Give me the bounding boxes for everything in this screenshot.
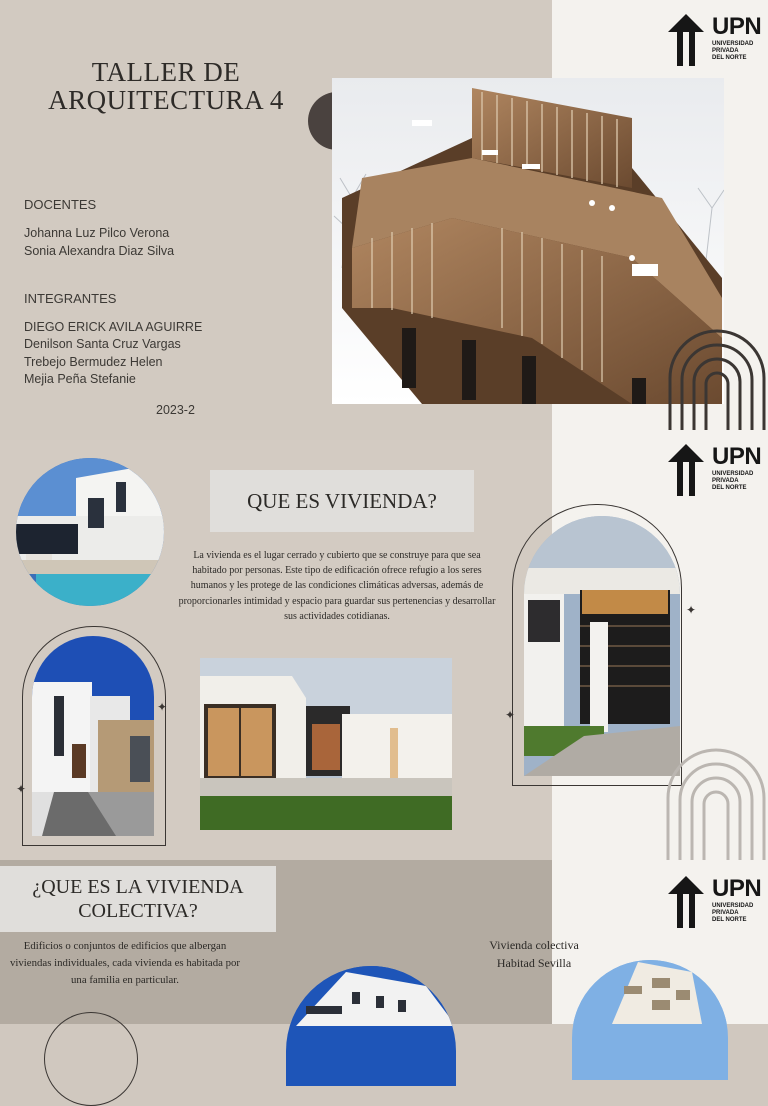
white-house-photo (32, 636, 154, 836)
sparkle-icon: ✦ (686, 603, 697, 617)
upn-logo (668, 876, 768, 930)
logo-line-2: PRIVADA (712, 910, 739, 916)
logo-line-2: PRIVADA (712, 48, 739, 54)
colectiva-heading (0, 866, 276, 932)
logo-name: UPN (712, 13, 762, 40)
logo-name: UPN (712, 875, 762, 902)
arch-decoration-icon (666, 318, 768, 430)
colectiva-heading-line-1: ¿QUE ES LA VIVIENDA (32, 876, 244, 898)
period: 2023-2 (156, 403, 195, 417)
vivienda-heading: QUE ES VIVIENDA? (210, 470, 474, 532)
integrante-2: Denilson Santa Cruz Vargas (24, 337, 181, 351)
courtyard-house-photo (524, 516, 680, 776)
docentes-label: DOCENTES (24, 197, 97, 212)
logo-line-3: DEL NORTE (712, 55, 747, 61)
integrante-4: Mejia Peña Stefanie (24, 372, 136, 386)
arch-decoration-icon (664, 742, 768, 860)
colectiva-description: Edificios o conjuntos de edificios que albergan viviendas individuales, cada vivienda es habitada por una familia en particular. (10, 940, 240, 986)
upn-arrow-icon (668, 14, 704, 66)
logo-line-1: UNIVERSIDAD (712, 903, 754, 909)
example-caption (472, 936, 596, 972)
docente-2: Sonia Alexandra Diaz Silva (24, 244, 175, 258)
logo-name: UPN (712, 443, 762, 470)
integrante-1: DIEGO ERICK AVILA AGUIRRE (24, 320, 203, 334)
sparkle-icon: ✦ (505, 708, 516, 722)
sparkle-icon: ✦ (16, 782, 27, 796)
logo-line-1: UNIVERSIDAD (712, 41, 754, 47)
colectiva-heading-line-2: COLECTIVA? (78, 900, 198, 922)
logo-line-2: PRIVADA (712, 478, 739, 484)
sparkle-icon: ✦ (157, 700, 168, 714)
circle-frame (44, 1012, 138, 1106)
example-caption-line-2: Habitad Sevilla (496, 956, 572, 970)
page-title (36, 58, 296, 114)
upn-arrow-icon (668, 444, 704, 496)
title-line-2: ARQUITECTURA 4 (48, 85, 284, 115)
integrante-3: Trebejo Bermudez Helen (24, 355, 163, 369)
integrantes-label: INTEGRANTES (24, 291, 117, 306)
logo-line-1: UNIVERSIDAD (712, 471, 754, 477)
logo-line-3: DEL NORTE (712, 485, 747, 491)
vivienda-description: La vivienda es el lugar cerrado y cubierto que se construye para que sea habitado por personas. Este tipo de edificación ofrece refugio a los seres humanos y les protege de las condiciones climáticas adversas, además de proporcionarles intimidad y espacio para guardar sus pertenencias y desarrollar sus actividades cotidianas. (178, 550, 496, 622)
house-pool-photo (16, 458, 164, 606)
example-caption-line-1: Vivienda colectiva (489, 938, 579, 952)
upn-arrow-icon (668, 876, 704, 928)
upn-logo (668, 444, 768, 498)
docente-1: Johanna Luz Pilco Verona (24, 226, 170, 240)
title-line-1: TALLER DE (91, 57, 241, 87)
upn-logo (668, 14, 768, 68)
modern-house-photo (200, 658, 452, 830)
logo-line-3: DEL NORTE (712, 917, 747, 923)
